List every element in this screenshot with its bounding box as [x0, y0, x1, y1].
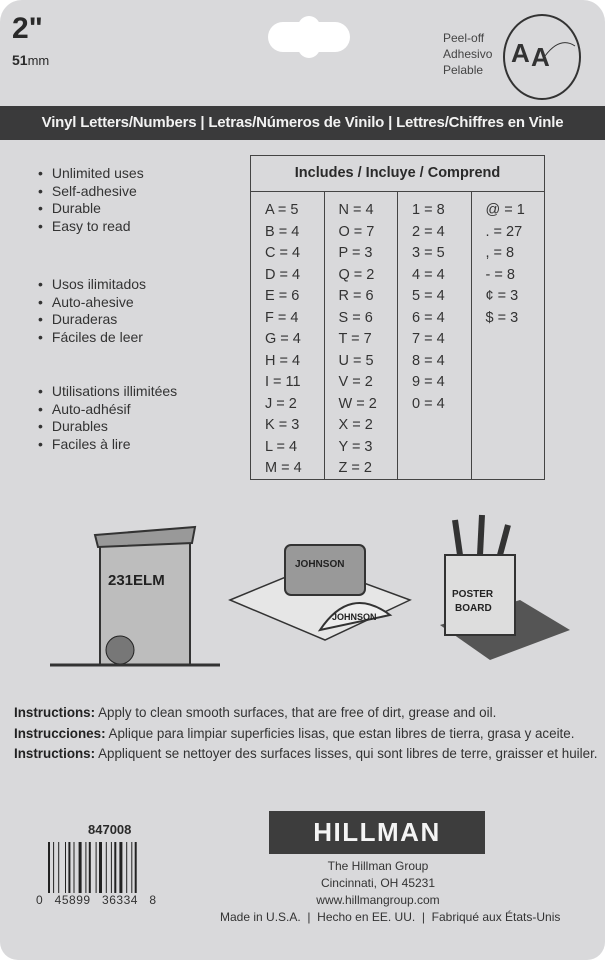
hang-hole-tab [298, 16, 320, 58]
contents-item: V = 2 [338, 374, 373, 390]
peel-en: Peel-off [443, 31, 485, 45]
contents-item: $ = 3 [485, 309, 519, 326]
contents-table [250, 155, 545, 480]
mm-value: 51 [12, 52, 28, 68]
letter-size-mm [12, 52, 49, 68]
feature-item: • Usos ilimitados [38, 276, 146, 294]
company-name: The Hillman Group [327, 859, 429, 873]
contents-item: N = 4 [338, 202, 374, 218]
contents-column [398, 192, 472, 480]
contents-item: Q = 2 [338, 266, 375, 283]
contents-item: Y = 3 [338, 438, 373, 455]
instructions-label: Instructions: [14, 746, 96, 761]
company-city: Cincinnati, OH 45231 [320, 876, 436, 890]
feature-item: • Auto-adhésif [38, 401, 177, 419]
usage-illustrations [50, 505, 580, 685]
contents-item: J = 2 [265, 395, 297, 412]
instructions-en [14, 703, 598, 724]
features-es [38, 276, 146, 346]
contents-item: 3 = 5 [412, 245, 445, 261]
instructions-text: Aplique para limpiar superficies lisas, que estan libres de tierra, grasa y aceite. [105, 725, 575, 741]
contents-item: 1 = 8 [412, 202, 445, 218]
contents-item: U = 5 [338, 352, 374, 369]
svg-text:A: A [511, 38, 530, 68]
feature-item: • Durable [38, 200, 144, 218]
contents-table-title: Includes / Incluye / Comprend [251, 156, 544, 192]
peel-off-label [443, 30, 492, 78]
poster-label-2: BOARD [455, 603, 492, 614]
contents-item: I = 11 [265, 374, 301, 390]
contents-item: C = 4 [265, 245, 301, 261]
mm-unit: mm [27, 53, 50, 68]
contents-item: ¢ = 3 [485, 288, 519, 304]
contents-item: 9 = 4 [412, 374, 445, 390]
feature-item: • Auto-ahesive [38, 294, 146, 312]
contents-item: H = 4 [265, 352, 301, 369]
product-title-band: Vinyl Letters/Numbers | Letras/Números de Vinilo | Lettres/Chiffres en Vinle [0, 106, 605, 140]
contents-column [472, 192, 545, 480]
contents-item: 6 = 4 [412, 309, 445, 326]
contents-item: 2 = 4 [412, 223, 445, 240]
contents-item: S = 6 [338, 309, 373, 326]
poster-board-illustration [440, 515, 570, 660]
contents-item: - = 8 [485, 266, 515, 283]
barcode-digits: 0 45899 36334 8 [36, 893, 157, 907]
instructions-es [14, 724, 598, 745]
feature-item: • Faciles à lire [38, 436, 177, 454]
contents-item: , = 8 [485, 245, 515, 261]
peel-es: Adhesivo [443, 47, 493, 61]
contents-item: L = 4 [265, 438, 298, 455]
poster-label-1: POSTER [452, 589, 494, 600]
contents-item: T = 7 [338, 331, 372, 347]
features-fr [38, 383, 177, 453]
instructions-text: Apply to clean smooth surfaces, that are free of dirt, grease and oil. [95, 705, 497, 720]
contents-item: G = 4 [265, 331, 301, 347]
company-address [270, 858, 486, 909]
peel-fr: Pelable [443, 63, 484, 77]
feature-item: • Durables [38, 418, 177, 436]
contents-item: @ = 1 [485, 202, 525, 218]
svg-text:A: A [531, 42, 550, 72]
feature-item: • Utilisations illimitées [38, 383, 177, 401]
contents-item: 7 = 4 [412, 331, 445, 347]
contents-item: O = 7 [338, 223, 375, 240]
letter-size: 2" [12, 12, 43, 45]
hardhat-label: JOHNSON [332, 612, 377, 622]
feature-item: • Fáciles de leer [38, 329, 146, 347]
feature-item: • Self-adhesive [38, 183, 144, 201]
trash-label: 231ELM [108, 572, 165, 589]
contents-column [325, 192, 399, 480]
contents-item: E = 6 [265, 288, 300, 304]
made-in-usa: Made in U.S.A. | Hecho en EE. UU. | Fabriqué aux États-Unis [220, 910, 561, 924]
contents-item: 5 = 4 [412, 288, 445, 304]
contents-item: X = 2 [338, 417, 373, 433]
contents-item: F = 4 [265, 309, 299, 326]
feature-item: • Easy to read [38, 218, 144, 236]
contents-item: 0 = 4 [412, 395, 445, 412]
sku-number: 847008 [88, 822, 132, 837]
lunchbox-label: JOHNSON [295, 559, 345, 570]
contents-item: B = 4 [265, 223, 300, 240]
contents-item: 4 = 4 [412, 266, 445, 283]
instructions-fr [14, 744, 598, 765]
contents-item: . = 27 [485, 223, 523, 240]
peel-off-icon [503, 14, 581, 100]
instructions-label: Instructions: [14, 705, 96, 720]
contents-item: K = 3 [265, 417, 300, 433]
contents-column [251, 192, 325, 480]
trash-can-illustration [50, 527, 220, 665]
contents-item: M = 4 [265, 460, 302, 476]
contents-item: Z = 2 [338, 460, 372, 476]
instructions [14, 703, 598, 765]
contents-item: D = 4 [265, 266, 301, 283]
instructions-text: Appliquent se nettoyer des surfaces lisses, qui sont libres de terre, graisser et huiler. [95, 746, 598, 761]
lunchbox-illustration [230, 545, 410, 640]
feature-item: • Unlimited uses [38, 165, 144, 183]
company-website: www.hillmangroup.com [316, 893, 440, 907]
instructions-label: Instrucciones: [14, 725, 106, 741]
hillman-logo: HILLMAN [269, 811, 485, 854]
contents-item: 8 = 4 [412, 352, 445, 369]
feature-item: • Duraderas [38, 311, 146, 329]
contents-item: P = 3 [338, 245, 373, 261]
contents-item: W = 2 [338, 395, 377, 412]
features-en [38, 165, 144, 235]
contents-item: A = 5 [265, 202, 299, 218]
contents-item: R = 6 [338, 288, 374, 304]
